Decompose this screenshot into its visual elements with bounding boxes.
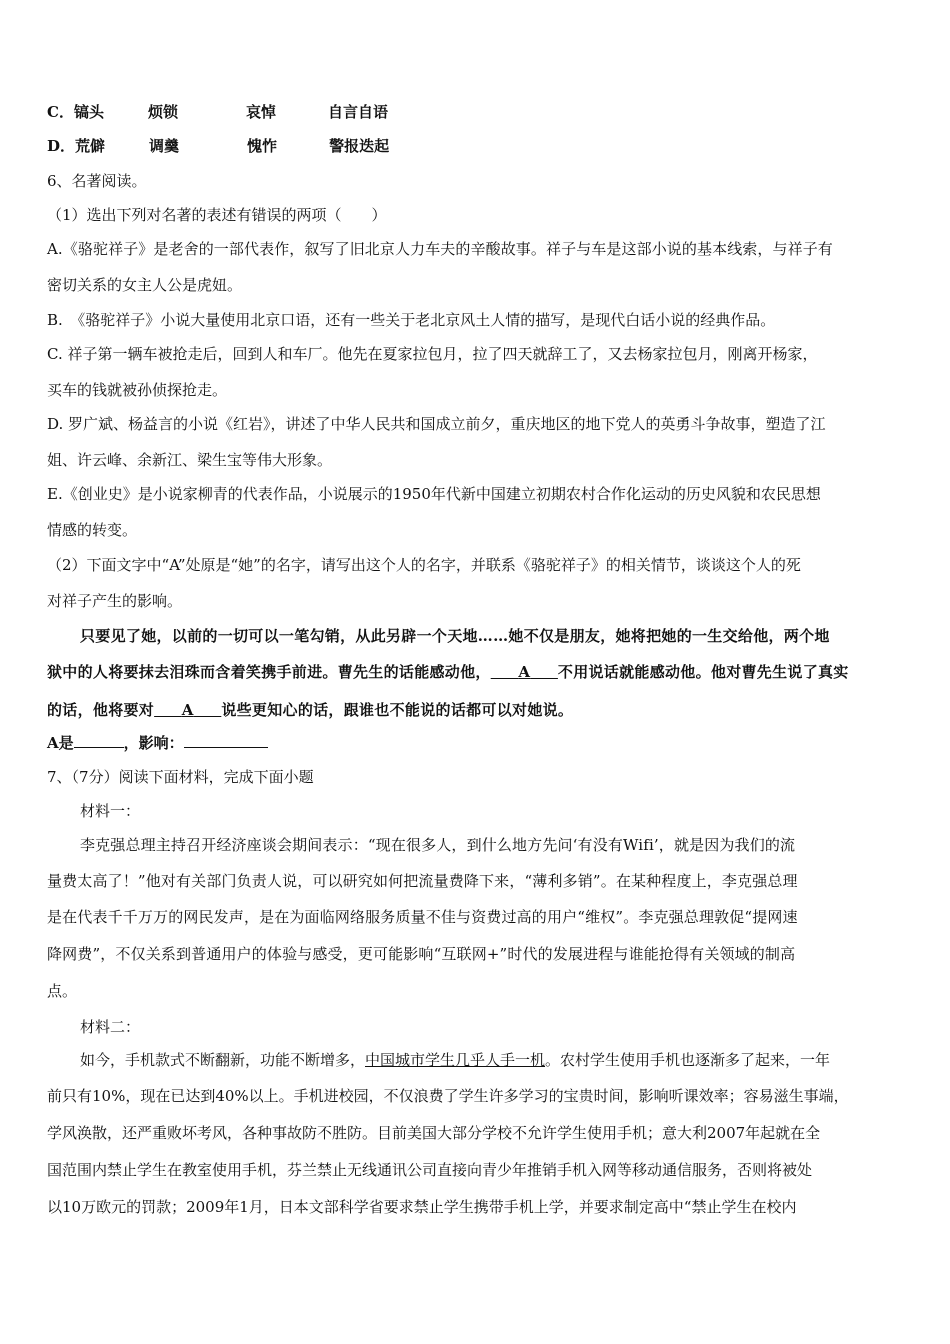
- statement-c-line-1: C. 祥子第一辆车被抢走后，回到人和车厂。他先在夏家拉包月，拉了四天就辞工了，又去杨家拉包月，刚离开杨家，: [47, 345, 818, 363]
- blank-a-1: [491, 663, 558, 681]
- underlined-phrase: 中国城市学生几乎人手一机: [365, 1051, 546, 1069]
- statement-e-line-1: E.《创业史》是小说家柳青的代表作品，小说展示的1950年代新中国建立初期农村合作化运动的历史风貌和农民思想: [47, 485, 821, 503]
- option-d-label: D．: [47, 137, 76, 155]
- blank-a-2-letter: A: [181, 701, 194, 719]
- material-1-line-4: 降网费”，不仅关系到普通用户的体验与感受，更可能影响“互联网+”时代的发展进程与谁能抢得有关领域的制高: [47, 945, 796, 963]
- passage-line-2-end: 不用说话就能感动他。他对曹先生说了真实: [557, 663, 849, 681]
- passage-line-3-end: 说些更知心的话，跟谁也不能说的话都可以对她说。: [221, 701, 574, 719]
- answer-line: [47, 733, 268, 753]
- material-2-line-2: 前只有10%，现在已达到40%以上。手机进校园，不仅浪费了学生许多学习的宝贵时间，影响听课效率；容易滋生事端，: [47, 1087, 849, 1105]
- material-2-line-1: [80, 1050, 830, 1070]
- option-d: [47, 136, 389, 156]
- option-c-word-1: 镐头: [73, 103, 104, 121]
- material-2-heading: 材料二：: [80, 1018, 141, 1036]
- option-c-word-3: 哀悼: [245, 103, 276, 121]
- material-2-line-1-start: 如今，手机款式不断翻新，功能不断增多，: [80, 1051, 366, 1069]
- blank-a-2: [154, 701, 221, 719]
- option-c-word-2: 烦锁: [147, 103, 178, 121]
- statement-e-line-2: 情感的转变。: [47, 521, 138, 539]
- question-6-part-1: （1）选出下列对名著的表述有错误的两项（ ）: [47, 206, 387, 224]
- statement-a-line-2: 密切关系的女主人公是虎妞。: [47, 276, 243, 294]
- option-d-word-1: 荒僻: [75, 137, 106, 155]
- option-d-word-4: 警报迭起: [329, 137, 390, 155]
- option-d-word-2: 调羹: [149, 137, 180, 155]
- option-c: [47, 102, 388, 122]
- material-2-line-4: 国范围内禁止学生在教室使用手机，芬兰禁止无线通讯公司直接向青少年推销手机入网等移动通信服务，否则将被处: [47, 1161, 813, 1179]
- material-2-line-1-end: 。农村学生使用手机也逐渐多了起来，一年: [545, 1051, 831, 1069]
- answer-a-label: A是: [47, 734, 74, 752]
- question-7-title: 7、（7分）阅读下面材料，完成下面小题: [47, 768, 314, 786]
- statement-d-line-1: D. 罗广斌、杨益言的小说《红岩》，讲述了中华人民共和国成立前夕，重庆地区的地下党人的英勇斗争故事，塑造了江: [47, 415, 826, 433]
- statement-b: B. 《骆驼祥子》小说大量使用北京口语，还有一些关于老北京风土人情的描写，是现代白话小说的经典作品。: [47, 311, 776, 329]
- statement-d-line-2: 姐、许云峰、余新江、梁生宝等伟大形象。: [47, 451, 333, 469]
- statement-c-line-2: 买车的钱就被孙侦探抢走。: [47, 381, 228, 399]
- statement-a-line-1: A.《骆驼祥子》是老舍的一部代表作，叙写了旧北京人力车夫的辛酸故事。祥子与车是这部小说的基本线索，与祥子有: [47, 240, 833, 258]
- material-1-line-5: 点。: [47, 982, 78, 1000]
- material-2-line-5: 以10万欧元的罚款；2009年1月，日本文部科学省要求禁止学生携带手机上学，并要求制定高中“禁止学生在校内: [47, 1198, 797, 1216]
- material-2-line-3: 学风涣散，还严重败坏考风，各种事故防不胜防。目前美国大部分学校不允许学生使用手机；意大利2007年起就在全: [47, 1124, 821, 1142]
- material-1-line-2: 量费太高了！”他对有关部门负责人说，可以研究如何把流量费降下来，“薄利多销”。在某种程度上，李克强总理: [47, 872, 798, 890]
- answer-impact-blank[interactable]: [184, 733, 268, 748]
- option-c-label: C．: [47, 103, 74, 121]
- material-1-line-3: 是在代表千千万万的网民发声，是在为面临网络服务质量不佳与资费过高的用户“维权”。李克强总理敦促“提网速: [47, 908, 798, 926]
- answer-name-blank[interactable]: [74, 733, 124, 748]
- option-c-word-4: 自言自语: [328, 103, 389, 121]
- question-6-part-2-line-1: （2）下面文字中“A”处原是“她”的名字，请写出这个人的名字，并联系《骆驼祥子》的相关情节，谈谈这个人的死: [47, 556, 801, 574]
- material-1-line-1: 李克强总理主持召开经济座谈会期间表示：“现在很多人，到什么地方先问‘有没有Wifi’，就是因为我们的流: [80, 836, 796, 854]
- question-6-title: 6、名著阅读。: [47, 172, 147, 190]
- passage-line-1: 只要见了她，以前的一切可以一笔勾销，从此另辟一个天地……她不仅是朋友，她将把她的一生交给他，两个地: [80, 627, 830, 645]
- question-6-part-2-line-2: 对祥子产生的影响。: [47, 592, 183, 610]
- passage-line-2-start: 狱中的人将要抹去泪珠而含着笑携手前进。曹先生的话能感动他，: [47, 663, 491, 681]
- passage-line-3: [47, 700, 573, 720]
- answer-impact-label: ，影响：: [123, 734, 184, 752]
- passage-line-3-start: 的话，他将要对: [47, 701, 155, 719]
- blank-a-1-letter: A: [518, 663, 531, 681]
- material-1-heading: 材料一：: [80, 802, 141, 820]
- passage-line-2: [47, 662, 849, 682]
- option-d-word-3: 愧怍: [247, 137, 278, 155]
